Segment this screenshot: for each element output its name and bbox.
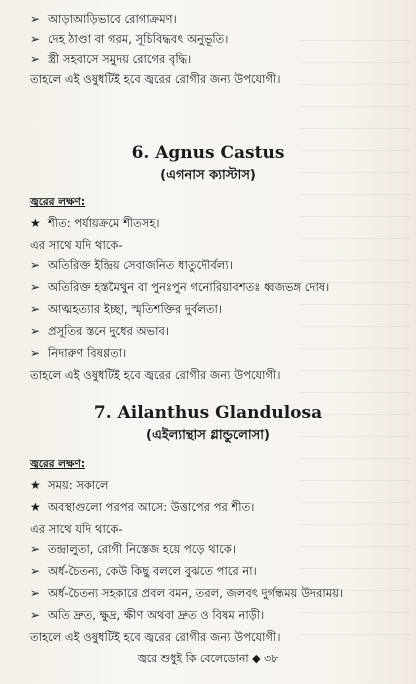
symptom-label: জ্বরের লক্ষণ: [30,196,86,208]
arrow-bullet-icon: ➢ [30,608,41,622]
list-item-text: তন্দ্রালুতা, রোগী নিস্তেজ হয়ে পড়ে থাকে। [48,542,236,556]
arrow-bullet-icon: ➢ [30,586,41,600]
intro-text: এর সাথে যদি থাকে- [30,238,123,252]
list-item-text: প্রসূতির স্তনে দুধের অভাব। [48,324,169,338]
arrow-bullet-icon: ➢ [30,52,41,66]
list-item-text: আত্মহত্যার ইচ্ছা, স্মৃতিশক্তির দুর্বলতা। [48,302,223,316]
bleed-through-text [300,40,410,640]
section-title: 6. Agnus Castus [131,143,285,163]
star-icon: ★ [30,500,41,514]
list-item [30,344,126,362]
list-item [30,606,264,624]
section-title: 7. Ailanthus Glandulosa [93,403,323,423]
conclusion-text: তাহলে এই ওষুধটিই হবে জ্বরের রোগীর জন্য উপযোগী। [30,630,281,644]
list-item-text: নিদারুণ বিষণ্ণতা। [48,346,127,360]
list-item [30,584,343,602]
section-subtitle: (এইল্যান্থাস গ্লান্ডুলোসা) [146,428,270,443]
star-item-text: শীত: পর্যায়ক্রমে শীতসহ। [48,216,160,230]
list-item-text: স্ত্রী সহবাসে সমুদয় রোগের বৃদ্ধি। [48,52,192,66]
conclusion-text: তাহলে এই ওষুধটিই হবে জ্বরের রোগীর জন্য উপযোগী। [30,368,281,382]
list-item [30,322,169,340]
arrow-bullet-icon: ➢ [30,346,41,360]
star-item [30,476,108,494]
list-item [30,50,191,68]
list-item-text: অর্ধ-চৈতন্য সহকারে প্রবল বমন, তরল, জলবৎ দুর্গন্ধময় উদরাময়। [48,586,344,600]
intro-text: এর সাথে যদি থাকে- [30,522,123,536]
list-item-text: অতি দ্রুত, ক্ষুদ্র, ক্ষীণ অথবা দ্রুত ও বিষম নাড়ী। [48,608,265,622]
arrow-bullet-icon: ➢ [30,324,41,338]
list-item [30,562,257,580]
list-item [30,256,233,274]
star-icon: ★ [30,216,41,230]
list-item [30,300,222,318]
arrow-bullet-icon: ➢ [30,564,41,578]
star-icon: ★ [30,478,41,492]
arrow-bullet-icon: ➢ [30,302,41,316]
page-footer: জ্বরে শুধুই কি বেলেডোনা ◆ ৩৮ [137,652,279,665]
star-item [30,214,160,232]
arrow-bullet-icon: ➢ [30,542,41,556]
arrow-bullet-icon: ➢ [30,280,41,294]
list-item [30,278,329,296]
symptom-label: জ্বরের লক্ষণ: [30,458,86,470]
list-item [30,30,228,48]
list-item-text: দেহ ঠাণ্ডা বা গরম, সূচিবিদ্ধবৎ অনুভূতি। [48,32,229,46]
arrow-bullet-icon: ➢ [30,32,41,46]
arrow-bullet-icon: ➢ [30,12,41,26]
star-item-text: সময়: সকালে [48,478,109,492]
section-subtitle: (এগনাস ক্যাস্টাস) [160,168,256,183]
star-item-text: অবস্থাগুলো পরপর আসে: উত্তাপের পর শীত। [48,500,255,514]
conclusion-text: তাহলে এই ওষুধটিই হবে জ্বরের রোগীর জন্য উপযোগী। [30,72,281,86]
list-item [30,10,177,28]
list-item [30,540,236,558]
arrow-bullet-icon: ➢ [30,258,41,272]
list-item-text: আড়াআড়িভাবে রোগাক্রমণ। [48,12,177,26]
list-item-text: অতিরিক্ত হস্তমৈথুন বা পুনঃপুন গনোরিয়াবশতঃ ধ্বজভঙ্গ দোষ। [48,280,330,294]
star-item [30,498,254,516]
list-item-text: অতিরিক্ত ইন্দ্রিয় সেবাজনিত ধাতুদৌর্বল্য। [48,258,233,272]
list-item-text: অর্ধ-চৈতন্য, কেউ কিছু বললে বুঝতে পারে না। [48,564,257,578]
